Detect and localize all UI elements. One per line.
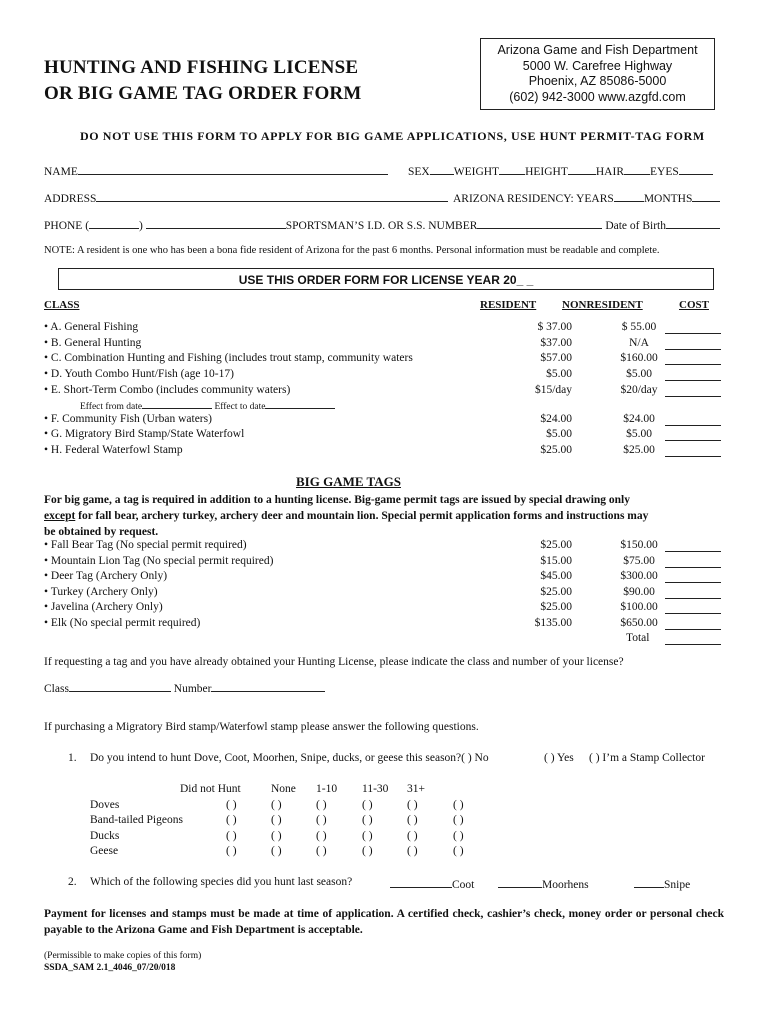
- months-label: MONTHS: [643, 193, 693, 205]
- license-label: • C. Combination Hunting and Fishing (includes trout stamp, community waters: [44, 352, 413, 364]
- class-field[interactable]: [69, 680, 171, 692]
- class-number-row: [44, 680, 325, 695]
- name-label: NAME: [44, 166, 78, 178]
- checkbox[interactable]: ( ): [407, 830, 418, 842]
- license-row: [44, 444, 734, 460]
- resident-header: RESIDENT: [480, 299, 537, 311]
- resident-price: $15/day: [534, 384, 572, 396]
- tag-label: • Deer Tag (Archery Only): [44, 570, 168, 582]
- tag-nonresident-price: $75.00: [623, 555, 655, 567]
- tag-cost-field[interactable]: [665, 540, 721, 552]
- license-label: • D. Youth Combo Hunt/Fish (age 10-17): [44, 368, 234, 380]
- tag-cost-field[interactable]: [665, 602, 721, 614]
- license-label: • G. Migratory Bird Stamp/State Waterfowl: [44, 428, 245, 440]
- height-label: HEIGHT: [525, 166, 568, 178]
- tag-label: • Javelina (Archery Only): [44, 601, 163, 613]
- agency-name: Arizona Game and Fish Department: [497, 43, 698, 57]
- resident-price: $ 37.00: [537, 321, 572, 333]
- form-title-line2: OR BIG GAME TAG ORDER FORM: [44, 83, 362, 104]
- height-field[interactable]: [568, 163, 596, 175]
- q1-number: 1.: [68, 752, 77, 764]
- row-doves: Doves: [90, 799, 120, 811]
- checkbox[interactable]: ( ): [271, 830, 282, 842]
- form-title-line1: HUNTING AND FISHING LICENSE: [44, 57, 359, 78]
- coot-label: Coot: [452, 879, 475, 891]
- name-field[interactable]: [78, 163, 388, 175]
- phone-area-field[interactable]: [89, 217, 139, 229]
- warning-text: DO NOT USE THIS FORM TO APPLY FOR BIG GAME APPLICATIONS, USE HUNT PERMIT-TAG FORM: [80, 129, 705, 143]
- moorhens-field[interactable]: [498, 876, 542, 888]
- checkbox[interactable]: ( ): [316, 845, 327, 857]
- license-label: • H. Federal Waterfowl Stamp: [44, 444, 183, 456]
- tag-label: • Fall Bear Tag (No special permit required): [44, 539, 247, 551]
- big-game-intro-line2-text: for fall bear, archery turkey, archery deer and mountain lion. Special permit application forms and instructions may: [75, 510, 649, 522]
- tag-row: [44, 601, 734, 617]
- q2-snipe-row: [634, 876, 690, 891]
- eyes-field[interactable]: [679, 163, 713, 175]
- cost-field[interactable]: [665, 338, 721, 350]
- eyes-label: EYES: [650, 166, 679, 178]
- tag-resident-price: $45.00: [540, 570, 572, 582]
- license-row: [44, 368, 734, 384]
- dob-label: Date of Birth: [605, 220, 666, 232]
- col-did-not-hunt: Did not Hunt: [180, 783, 241, 795]
- tag-cost-field[interactable]: [665, 571, 721, 583]
- resident-price: $5.00: [546, 428, 572, 440]
- checkbox[interactable]: ( ): [407, 799, 418, 811]
- col-11-30: 11-30: [362, 783, 389, 795]
- class-header: CLASS: [44, 299, 80, 311]
- license-row: [44, 337, 734, 353]
- row-geese: Geese: [90, 845, 119, 857]
- license-row: [44, 321, 734, 337]
- hair-field[interactable]: [624, 163, 650, 175]
- big-game-intro-line1: For big game, a tag is required in addition to a hunting license. Big-game permit tags are issued by special drawing only: [44, 494, 631, 506]
- row-band-tailed-pigeons: Band-tailed Pigeons: [90, 814, 183, 826]
- migratory-intro: If purchasing a Migratory Bird stamp/Waterfowl stamp please answer the following questions.: [44, 721, 479, 733]
- tag-resident-price: $25.00: [540, 586, 572, 598]
- checkbox[interactable]: ( ): [226, 799, 237, 811]
- cost-field[interactable]: [665, 369, 721, 381]
- q1-collector-option[interactable]: ( ) I’m a Stamp Collector: [589, 752, 705, 764]
- phone-row: [44, 217, 720, 232]
- tag-nonresident-price: $90.00: [623, 586, 655, 598]
- tag-resident-price: $25.00: [540, 539, 572, 551]
- q2-number: 2.: [68, 876, 77, 888]
- license-row: [44, 413, 734, 429]
- number-label: Number: [173, 683, 212, 695]
- agency-contact: (602) 942-3000 www.azgfd.com: [509, 89, 686, 104]
- checkbox[interactable]: ( ): [226, 845, 237, 857]
- tag-resident-price: $25.00: [540, 601, 572, 613]
- nonresident-price: N/A: [629, 337, 649, 349]
- tag-resident-price: $15.00: [540, 555, 572, 567]
- resident-price: $25.00: [540, 444, 572, 456]
- phone-label: PHONE (: [44, 220, 90, 232]
- tag-nonresident-price: $100.00: [620, 601, 658, 613]
- sportsman-label: SPORTSMAN’S I.D. OR S.S. NUMBER: [285, 220, 478, 232]
- checkbox[interactable]: ( ): [453, 830, 464, 842]
- big-game-title: BIG GAME TAGS: [296, 474, 401, 489]
- tag-label: • Mountain Lion Tag (No special permit required): [44, 555, 274, 567]
- checkbox[interactable]: ( ): [271, 799, 282, 811]
- license-label: • E. Short-Term Combo (includes community waters): [44, 384, 291, 396]
- license-row: [44, 384, 734, 400]
- checkbox[interactable]: ( ): [362, 845, 373, 857]
- license-year-banner: USE THIS ORDER FORM FOR LICENSE YEAR 20_ _: [58, 268, 714, 290]
- checkbox[interactable]: ( ): [453, 814, 464, 826]
- license-row: [44, 428, 734, 444]
- name-row: [44, 163, 388, 178]
- class-label: Class: [44, 683, 69, 695]
- payment-notice: Payment for licenses and stamps must be made at time of application. A certified check, cashier’s check, money order or personal check payable to the Arizona Game and Fish Department is acceptable.: [44, 908, 724, 936]
- tag-cost-field[interactable]: [665, 618, 721, 630]
- nonresident-price: $24.00: [623, 413, 655, 425]
- permissible-note: (Permissible to make copies of this form): [44, 951, 202, 961]
- checkbox[interactable]: ( ): [271, 845, 282, 857]
- big-game-intro: [44, 492, 724, 540]
- checkbox[interactable]: ( ): [362, 814, 373, 826]
- form-code: SSDA_SAM 2.1_4046_07/20/018: [44, 963, 176, 973]
- nonresident-header: NONRESIDENT: [562, 299, 643, 311]
- cost-field[interactable]: [665, 445, 721, 457]
- checkbox[interactable]: ( ): [407, 845, 418, 857]
- col-1-10: 1-10: [316, 783, 338, 795]
- cost-field[interactable]: [665, 429, 721, 441]
- effect-from-label: Effect from date: [80, 402, 143, 412]
- q1-yes-option[interactable]: ( ) Yes: [544, 752, 574, 764]
- q2-text: Which of the following species did you hunt last season?: [90, 876, 353, 888]
- number-field[interactable]: [211, 680, 325, 692]
- col-none: None: [271, 783, 296, 795]
- q1-text[interactable]: Do you intend to hunt Dove, Coot, Moorhen, Snipe, ducks, or geese this season?( ) No: [90, 752, 489, 764]
- tag-nonresident-price: $150.00: [620, 539, 658, 551]
- residency-note: NOTE: A resident is one who has been a bona fide resident of Arizona for the past 6 months. Personal information must be readable and complete.: [44, 245, 660, 256]
- checkbox[interactable]: ( ): [362, 799, 373, 811]
- checkbox[interactable]: ( ): [316, 814, 327, 826]
- license-label: • F. Community Fish (Urban waters): [44, 413, 212, 425]
- nonresident-price: $5.00: [626, 368, 652, 380]
- physical-row: [408, 163, 713, 178]
- checkbox[interactable]: ( ): [226, 814, 237, 826]
- resident-price: $37.00: [540, 337, 572, 349]
- weight-field[interactable]: [499, 163, 525, 175]
- tag-cost-field[interactable]: [665, 556, 721, 568]
- checkbox[interactable]: ( ): [316, 799, 327, 811]
- residency-label: ARIZONA RESIDENCY: YEARS: [453, 193, 614, 205]
- row-ducks: Ducks: [90, 830, 120, 842]
- phone-number-field[interactable]: [146, 217, 286, 229]
- q2-moorhens-row: [498, 876, 589, 891]
- checkbox[interactable]: ( ): [226, 830, 237, 842]
- agency-city: Phoenix, AZ 85086-5000: [528, 74, 667, 88]
- cost-field[interactable]: [665, 322, 721, 334]
- tag-label: • Elk (No special permit required): [44, 617, 201, 629]
- tag-row: [44, 617, 734, 633]
- tag-row: [44, 586, 734, 602]
- residency-years-field[interactable]: [614, 190, 644, 202]
- snipe-field[interactable]: [634, 876, 664, 888]
- cost-header: COST: [679, 299, 709, 311]
- checkbox[interactable]: ( ): [362, 830, 373, 842]
- cost-field[interactable]: [665, 385, 721, 397]
- phone-close-paren: ): [139, 220, 143, 232]
- checkbox[interactable]: ( ): [453, 845, 464, 857]
- nonresident-price: $ 55.00: [621, 321, 657, 333]
- weight-label: WEIGHT: [453, 166, 500, 178]
- total-label: Total: [626, 632, 650, 644]
- total-row: [44, 632, 734, 648]
- tag-row: [44, 539, 734, 555]
- total-field[interactable]: [665, 633, 721, 645]
- nonresident-price: $20/day: [620, 384, 658, 396]
- tag-resident-price: $135.00: [534, 617, 572, 629]
- tag-label: • Turkey (Archery Only): [44, 586, 158, 598]
- nonresident-price: $5.00: [626, 428, 652, 440]
- license-request-question: If requesting a tag and you have already obtained your Hunting License, please indicate the class and number of your license?: [44, 656, 624, 668]
- effect-to-label: Effect to date: [214, 402, 266, 412]
- q2-coot-row: [390, 876, 474, 891]
- big-game-intro-line3: be obtained by request.: [44, 526, 159, 538]
- agency-street: 5000 W. Carefree Highway: [522, 58, 673, 73]
- coot-field[interactable]: [390, 876, 452, 888]
- checkbox[interactable]: ( ): [407, 814, 418, 826]
- effect-from-field[interactable]: [142, 399, 212, 409]
- address-row: [44, 190, 448, 205]
- big-game-intro-line2: [44, 508, 724, 524]
- hair-label: HAIR: [595, 166, 624, 178]
- cost-field[interactable]: [665, 414, 721, 426]
- address-label: ADDRESS: [44, 193, 97, 205]
- moorhens-label: Moorhens: [542, 879, 589, 891]
- tag-row: [44, 555, 734, 571]
- checkbox[interactable]: ( ): [316, 830, 327, 842]
- resident-price: $5.00: [546, 368, 572, 380]
- dob-field[interactable]: [666, 217, 720, 229]
- effect-dates-row: [80, 399, 335, 412]
- tag-row: [44, 570, 734, 586]
- sex-field[interactable]: [430, 163, 454, 175]
- checkbox[interactable]: ( ): [453, 799, 464, 811]
- effect-to-field[interactable]: [265, 399, 335, 409]
- tag-nonresident-price: $650.00: [620, 617, 658, 629]
- nonresident-price: $25.00: [623, 444, 655, 456]
- residency-row: [453, 190, 720, 205]
- col-31-plus: 31+: [407, 783, 425, 795]
- license-row: [44, 352, 734, 368]
- tag-nonresident-price: $300.00: [620, 570, 658, 582]
- checkbox[interactable]: ( ): [271, 814, 282, 826]
- except-emphasis: except: [44, 510, 76, 522]
- sportsman-field[interactable]: [477, 217, 602, 229]
- agency-address-box: [480, 38, 715, 110]
- license-label: • A. General Fishing: [44, 321, 139, 333]
- address-field[interactable]: [96, 190, 448, 202]
- sex-label: SEX: [408, 166, 430, 178]
- tag-cost-field[interactable]: [665, 587, 721, 599]
- resident-price: $24.00: [540, 413, 572, 425]
- residency-months-field[interactable]: [692, 190, 720, 202]
- cost-field[interactable]: [665, 353, 721, 365]
- snipe-label: Snipe: [664, 879, 691, 891]
- nonresident-price: $160.00: [620, 352, 658, 364]
- license-label: • B. General Hunting: [44, 337, 142, 349]
- resident-price: $57.00: [540, 352, 572, 364]
